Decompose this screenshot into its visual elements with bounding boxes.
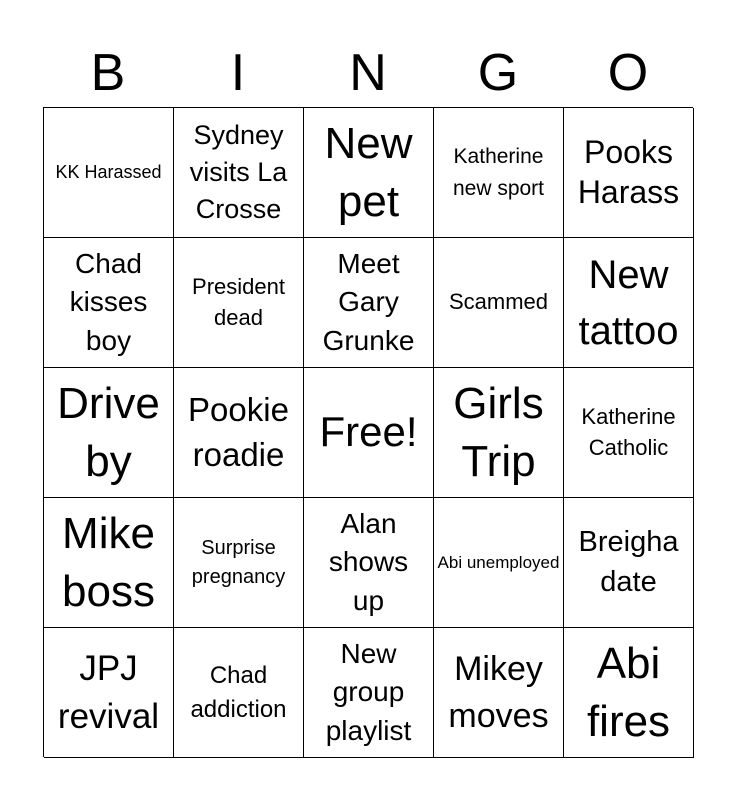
cell-label: KK Harassed [55, 162, 162, 183]
bingo-cell-r4c3[interactable] [304, 498, 434, 628]
cell-label: Alan shows up [328, 507, 409, 616]
bingo-cell-r2c4[interactable] [434, 238, 564, 368]
bingo-cell-r1c3[interactable] [304, 108, 434, 238]
bingo-board [43, 107, 693, 757]
bingo-cell-r3c1[interactable] [44, 368, 174, 498]
bingo-cell-r3c2[interactable] [174, 368, 304, 498]
bingo-cell-r4c2[interactable] [174, 498, 304, 628]
bingo-cell-r1c1[interactable] [44, 108, 174, 238]
cell-label: Katherine new sport [452, 145, 545, 200]
cell-label: New tattoo [578, 252, 679, 353]
cell-label: New group playlist [325, 637, 412, 746]
cell-label: Chad kisses boy [69, 247, 148, 356]
cell-label: Surprise pregnancy [191, 536, 286, 588]
bingo-cell-r1c5[interactable] [564, 108, 694, 238]
cell-label: Mike boss [62, 509, 155, 616]
bingo-cell-r5c1[interactable] [44, 628, 174, 758]
cell-label: Abi fires [586, 639, 671, 746]
bingo-cell-r4c4[interactable] [434, 498, 564, 628]
cell-label: President dead [192, 274, 285, 330]
bingo-free-space[interactable] [304, 368, 434, 498]
header-letter-b: B [90, 44, 126, 102]
header-letter-o: O [607, 44, 649, 102]
bingo-cell-r2c5[interactable] [564, 238, 694, 368]
cell-label: New pet [324, 119, 413, 226]
cell-label: Chad addiction [190, 662, 287, 723]
bingo-cell-r1c2[interactable] [174, 108, 304, 238]
cell-label: Katherine Catholic [581, 403, 676, 460]
bingo-cell-r5c3[interactable] [304, 628, 434, 758]
bingo-cell-r2c1[interactable] [44, 238, 174, 368]
cell-label: Meet Gary Grunke [322, 247, 415, 356]
cell-label: Breigha date [578, 526, 679, 598]
cell-label: Drive by [57, 379, 160, 486]
bingo-cell-r5c2[interactable] [174, 628, 304, 758]
bingo-cell-r3c5[interactable] [564, 368, 694, 498]
bingo-cell-r2c2[interactable] [174, 238, 304, 368]
cell-label: Scammed [448, 289, 549, 315]
bingo-cell-r4c1[interactable] [44, 498, 174, 628]
bingo-cell-r1c4[interactable] [434, 108, 564, 238]
bingo-header [43, 40, 693, 106]
cell-label: Abi unemployed [437, 552, 560, 572]
cell-label: Sydney visits La Crosse [189, 119, 288, 225]
bingo-cell-r4c5[interactable] [564, 498, 694, 628]
bingo-cell-r3c4[interactable] [434, 368, 564, 498]
cell-label: Girls Trip [453, 379, 544, 486]
free-space-label: Free! [319, 408, 418, 456]
header-letter-g: G [477, 44, 519, 102]
cell-label: Mikey moves [448, 649, 549, 735]
bingo-cell-r2c3[interactable] [304, 238, 434, 368]
header-letter-n: N [349, 44, 387, 102]
cell-label: Pookie roadie [188, 390, 289, 473]
header-letter-i: I [230, 44, 246, 102]
bingo-cell-r5c5[interactable] [564, 628, 694, 758]
bingo-cell-r5c4[interactable] [434, 628, 564, 758]
cell-label: JPJ revival [57, 649, 160, 736]
cell-label: Pooks Harass [577, 134, 680, 210]
